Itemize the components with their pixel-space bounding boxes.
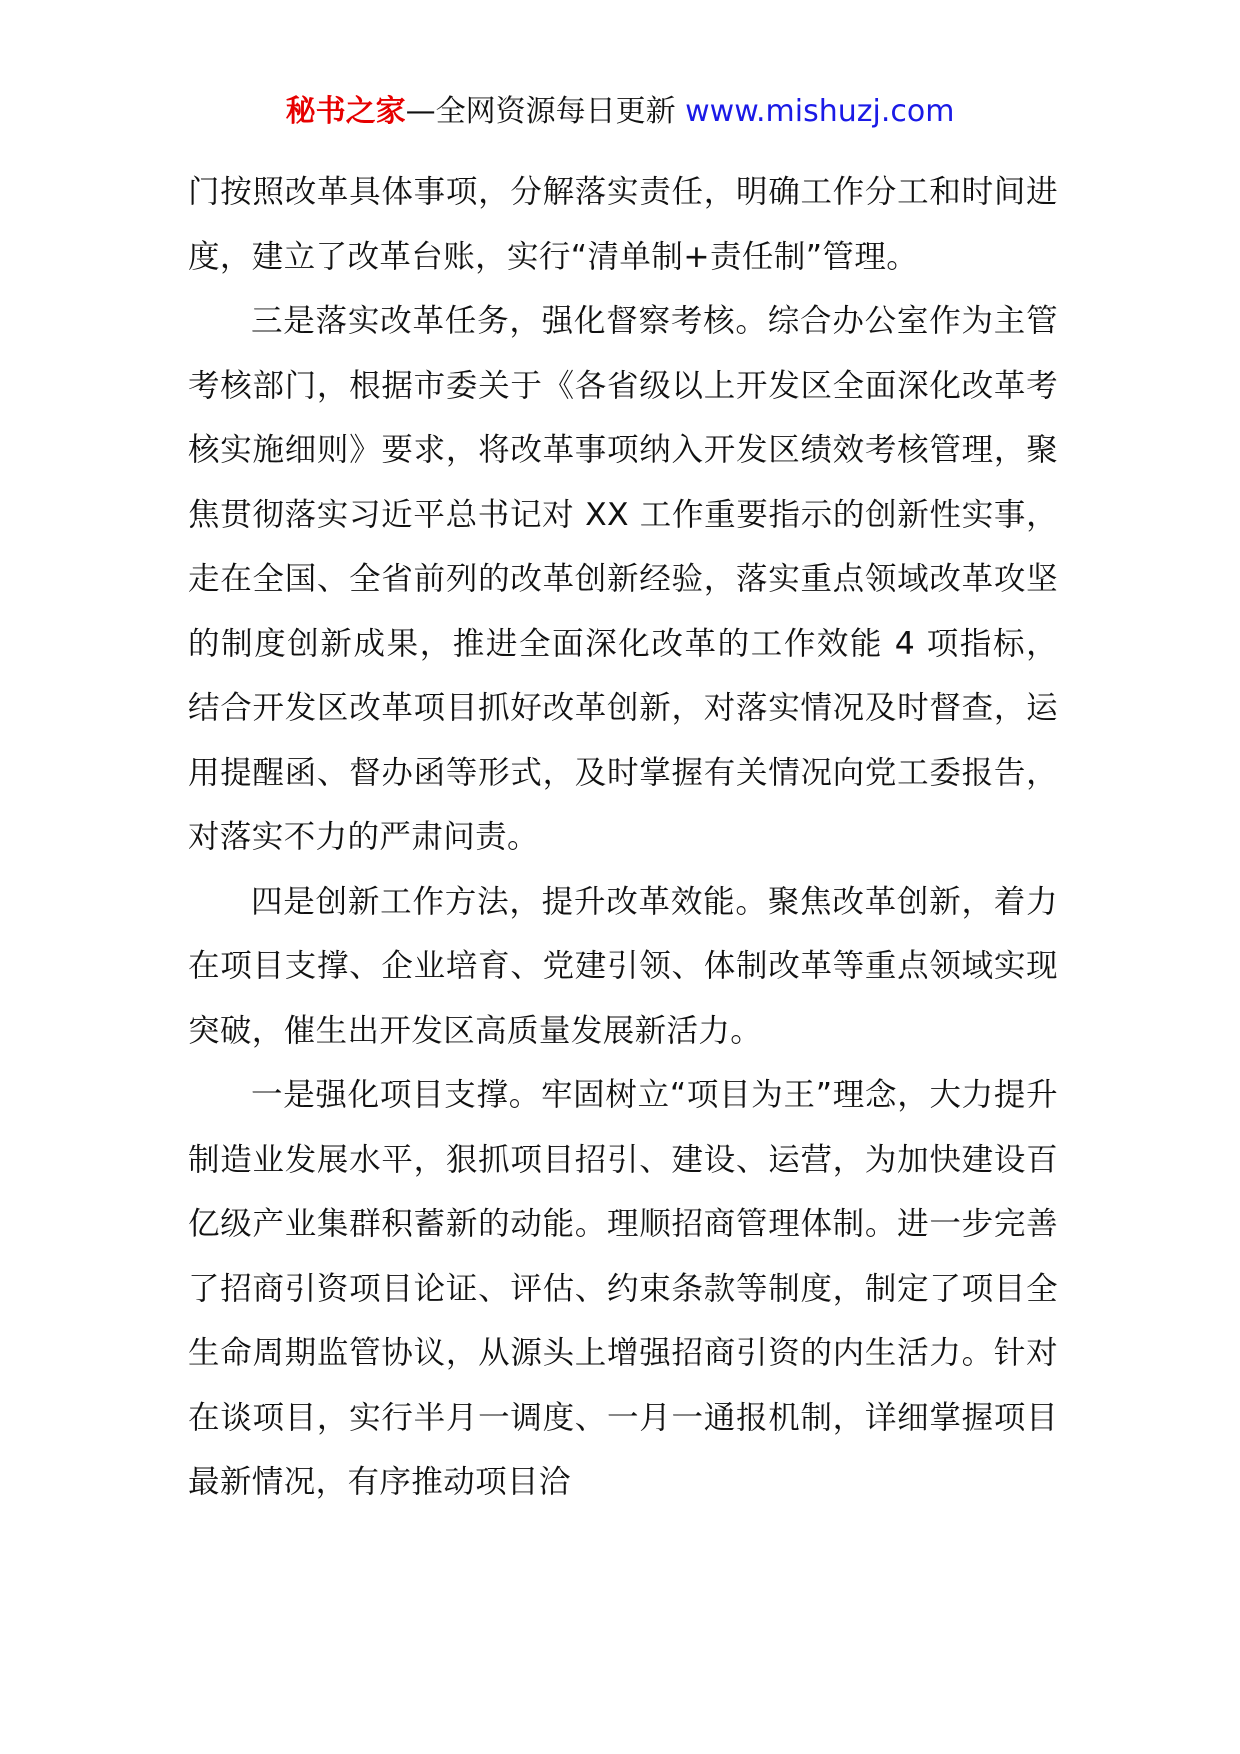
page-header (0, 92, 1240, 132)
document-body (188, 160, 1058, 1515)
paragraph-reform-tasks: 三是落实改革任务，强化督察考核。综合办公室作为主管考核部门，根据市委关于《各省级以上开发区全面深化改革考核实施细则》要求，将改革事项纳入开发区绩效考核管理，聚焦贯彻落实习近平总书记对 XX 工作重要指示的创新性实事，走在全国、全省前列的改革创新经验，落实重点领域改革攻坚的制度创新成果，推进全面深化改革的工作效能 4 项指标，结合开发区改革项目抓好改革创新，对落实情况及时督查，运用提醒函、督办函等形式，及时掌握有关情况向党工委报告，对落实不力的严肃问责。 (188, 303, 1058, 855)
paragraph-work-methods: 四是创新工作方法，提升改革效能。聚焦改革创新，着力在项目支撑、企业培育、党建引领、体制改革等重点领域实现突破，催生出开发区高质量发展新活力。 (188, 883, 1058, 1049)
paragraph-project-support: 一是强化项目支撑。牢固树立“项目为王”理念，大力提升制造业发展水平，狠抓项目招引、建设、运营，为加快建设百亿级产业集群积蓄新的动能。理顺招商管理体制。进一步完善了招商引资项目论证、评估、约束条款等制度，制定了项目全生命周期监管协议，从源头上增强招商引资的内生活力。针对在谈项目，实行半月一调度、一月一通报机制，详细掌握项目最新情况，有序推动项目洽 (188, 1077, 1058, 1500)
brand-name: 秘书之家 (285, 94, 406, 129)
site-url-link[interactable]: www.mishuzj.com (685, 94, 955, 129)
header-tagline: —全网资源每日更新 (405, 94, 686, 129)
paragraph-continuation: 门按照改革具体事项，分解落实责任，明确工作分工和时间进度，建立了改革台账，实行“清单制+责任制”管理。 (188, 174, 1058, 275)
